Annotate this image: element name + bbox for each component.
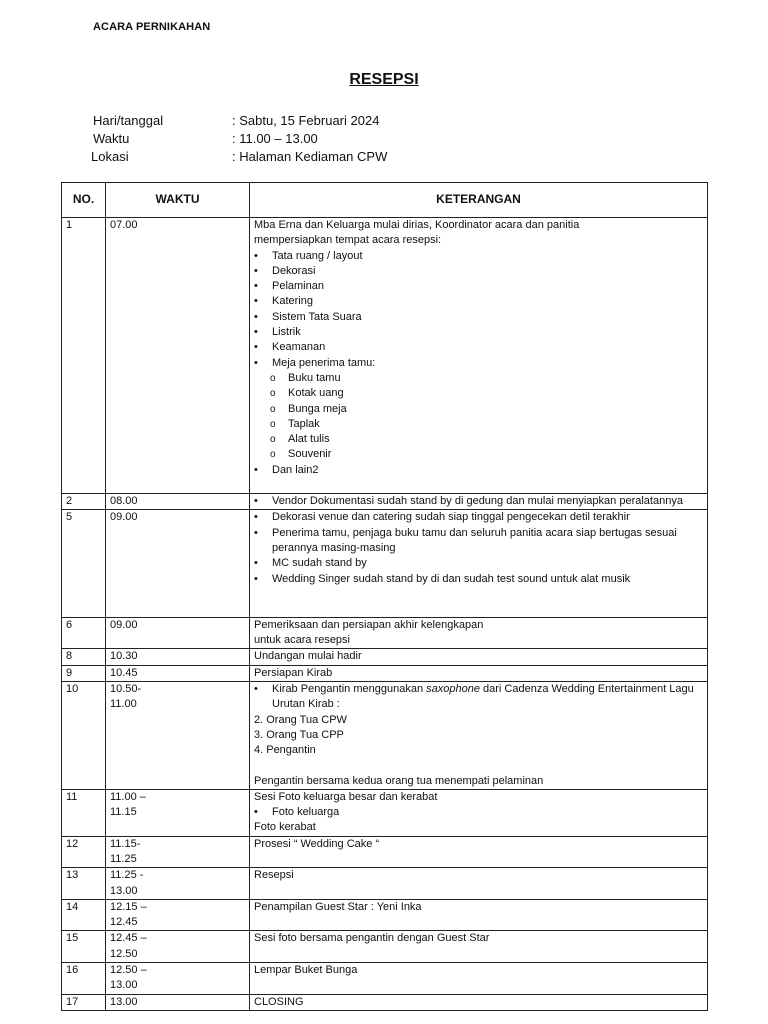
schedule-table [61, 182, 708, 1011]
bullet-item: • Keamanan [254, 340, 703, 355]
time-line: 12.45 [110, 916, 138, 929]
cell-keterangan [250, 836, 708, 868]
text-run: Kirab Pengantin menggunakan [272, 683, 427, 696]
cell-keterangan [250, 899, 708, 931]
blank-line [254, 478, 703, 493]
text-line: Pengantin bersama kedua orang tua menempati pelaminan [254, 774, 544, 787]
text-line: 3. Orang Tua CPP [254, 728, 344, 741]
cell-waktu [106, 931, 250, 963]
indented-line: Urutan Kirab : [272, 698, 340, 711]
sub-bullet-item: o Alat tulis [254, 432, 703, 447]
text-line: Sesi foto bersama pengantin dengan Guest Star [254, 932, 490, 945]
cell-no: 1 [62, 218, 106, 494]
schedule-body [62, 218, 708, 1011]
bullet-item: • Penerima tamu, penjaga buku tamu dan seluruh panitia acara siap bertugas sesuai perannya masing-masing [254, 526, 703, 557]
bullet-item: • Dekorasi [254, 264, 703, 279]
bullet-item: • Wedding Singer sudah stand by di dan sudah test sound untuk alat musik [254, 572, 703, 587]
text-line: Foto kerabat [254, 821, 316, 834]
table-row [62, 931, 708, 963]
time-line: 11.00 – [110, 790, 146, 803]
bullet-item: • Listrik [254, 325, 703, 340]
text-line: CLOSING [254, 995, 304, 1008]
table-row [62, 494, 708, 510]
time-line: 07.00 [110, 219, 138, 231]
cell-no: 8 [62, 649, 106, 665]
time-line: 12.50 [110, 947, 138, 960]
cell-waktu [106, 682, 250, 790]
table-row [62, 963, 708, 995]
cell-keterangan [250, 510, 708, 617]
cell-keterangan [250, 994, 708, 1010]
table-row [62, 836, 708, 868]
text-line: Penampilan Guest Star : Yeni Inka [254, 900, 422, 913]
time-line: 10.45 [110, 666, 138, 679]
cell-waktu [106, 963, 250, 995]
bullet-item: • MC sudah stand by [254, 556, 703, 571]
info-value: : Sabtu, 15 Februari 2024 [232, 113, 380, 128]
cell-keterangan [250, 963, 708, 995]
text-line: 2. Orang Tua CPW [254, 713, 347, 726]
cell-waktu [106, 868, 250, 900]
info-label: Hari/tanggal [93, 113, 164, 128]
cell-no: 15 [62, 931, 106, 963]
italic-text: saxophone [426, 683, 480, 696]
info-value: : 11.00 – 13.00 [232, 131, 318, 146]
cell-no: 9 [62, 665, 106, 681]
table-row [62, 682, 708, 790]
table-row [62, 510, 708, 617]
table-row [62, 649, 708, 665]
cell-keterangan [250, 789, 708, 836]
time-line: 13.00 [110, 995, 138, 1008]
info-label: Waktu [93, 131, 130, 146]
cell-waktu [106, 510, 250, 617]
blank-line [254, 602, 703, 617]
cell-no: 16 [62, 963, 106, 995]
text-line: Undangan mulai hadir [254, 650, 362, 663]
cell-waktu [106, 899, 250, 931]
header-keterangan: KETERANGAN [250, 183, 708, 218]
cell-no: 10 [62, 682, 106, 790]
cell-keterangan [250, 617, 708, 649]
time-line: 13.00 [110, 979, 138, 992]
time-line: 09.00 [110, 511, 138, 524]
bullet-item: • Dan lain2 [254, 463, 703, 478]
cell-no: 14 [62, 899, 106, 931]
time-line: 12.45 – [110, 932, 147, 945]
cell-waktu [106, 617, 250, 649]
bullet-item [254, 682, 703, 697]
info-value: : Halaman Kediaman CPW [232, 149, 388, 164]
time-line: 09.00 [110, 618, 138, 631]
text-line: Pemeriksaan dan persiapan akhir kelengkapan [254, 618, 484, 631]
time-line: 13.00 [110, 884, 138, 897]
cell-no: 11 [62, 789, 106, 836]
table-row [62, 218, 708, 494]
bullet-item: • Vendor Dokumentasi sudah stand by di gedung dan mulai menyiapkan peralatannya [254, 494, 703, 509]
time-line: 11.15- [110, 837, 141, 850]
document-header: ACARA PERNIKAHAN [93, 21, 211, 33]
text-line: mempersiapkan tempat acara resepsi: [254, 234, 442, 247]
table-row [62, 789, 708, 836]
cell-keterangan [250, 931, 708, 963]
time-line: 10.30 [110, 650, 138, 663]
cell-no: 5 [62, 510, 106, 617]
sub-bullet-item: o Taplak [254, 417, 703, 432]
time-line: 11.25 - [110, 869, 144, 882]
cell-waktu [106, 665, 250, 681]
cell-keterangan [250, 218, 708, 494]
text-line: Resepsi [254, 869, 294, 882]
bullet-item: • Sistem Tata Suara [254, 310, 703, 325]
text-run: dari Cadenza Wedding Entertainment Lagu [479, 683, 694, 696]
text-line: Lempar Buket Bunga [254, 964, 358, 977]
bullet-item: • Katering [254, 294, 703, 309]
table-row [62, 899, 708, 931]
text-line: untuk acara resepsi [254, 634, 350, 647]
cell-waktu [106, 789, 250, 836]
bullet-item: • Tata ruang / layout [254, 249, 703, 264]
cell-keterangan [250, 868, 708, 900]
text-line: Sesi Foto keluarga besar dan kerabat [254, 790, 438, 803]
sub-bullet-item: o Souvenir [254, 447, 703, 462]
info-label: Lokasi [91, 149, 129, 164]
time-line: 11.00 [110, 698, 137, 711]
time-line: 10.50- [110, 683, 142, 696]
sub-bullet-item: o Buku tamu [254, 371, 703, 386]
cell-waktu [106, 994, 250, 1010]
cell-waktu [106, 218, 250, 494]
bullet-item: • Meja penerima tamu: [254, 356, 703, 371]
table-row [62, 617, 708, 649]
cell-keterangan [250, 682, 708, 790]
cell-keterangan [250, 665, 708, 681]
text-line: Persiapan Kirab [254, 666, 333, 679]
blank-line [254, 759, 703, 774]
time-line: 08.00 [110, 495, 138, 508]
time-line: 11.25 [110, 852, 137, 865]
table-header-row [62, 183, 708, 218]
time-line: 12.50 – [110, 964, 147, 977]
cell-no: 2 [62, 494, 106, 510]
cell-waktu [106, 649, 250, 665]
cell-no: 17 [62, 994, 106, 1010]
table-row [62, 665, 708, 681]
cell-no: 12 [62, 836, 106, 868]
page-title: RESEPSI [349, 71, 419, 88]
blank-line [254, 587, 703, 602]
header-waktu: WAKTU [106, 183, 250, 218]
cell-no: 6 [62, 617, 106, 649]
table-row [62, 868, 708, 900]
sub-bullet-item: o Kotak uang [254, 386, 703, 401]
text-line: Mba Erna dan Keluarga mulai dirias, Koordinator acara dan panitia [254, 219, 580, 231]
cell-waktu [106, 836, 250, 868]
bullet-item: • Pelaminan [254, 279, 703, 294]
table-row [62, 994, 708, 1010]
time-line: 12.15 – [110, 900, 147, 913]
bullet-item: • Foto keluarga [254, 805, 703, 820]
time-line: 11.15 [110, 806, 137, 819]
text-line: Prosesi “ Wedding Cake “ [254, 837, 380, 850]
header-no: NO. [62, 183, 106, 218]
cell-waktu [106, 494, 250, 510]
bullet-item: • Dekorasi venue dan catering sudah siap tinggal pengecekan detil terakhir [254, 510, 703, 525]
sub-bullet-item: o Bunga meja [254, 402, 703, 417]
cell-keterangan [250, 494, 708, 510]
text-line: 4. Pengantin [254, 744, 316, 757]
cell-no: 13 [62, 868, 106, 900]
cell-keterangan [250, 649, 708, 665]
